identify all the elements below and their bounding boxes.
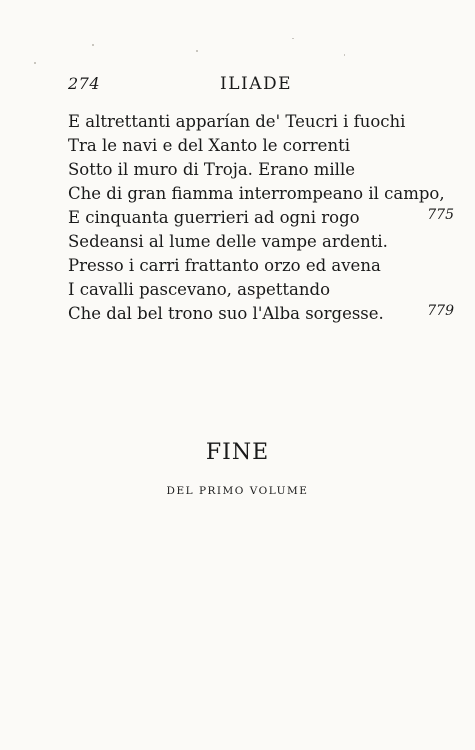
verse-text: Tra le navi e del Xanto le correnti <box>68 136 350 155</box>
verse-text: Presso i carri frattanto orzo ed avena <box>68 256 381 275</box>
verse-text: Sedeansi al lume delle vampe ardenti. <box>68 232 388 251</box>
verse-text: Che dal bel trono suo l'Alba sorgesse. <box>68 304 384 323</box>
paper-speck <box>292 38 294 39</box>
page-number: 274 <box>68 74 101 93</box>
running-head <box>0 74 475 96</box>
verse-line <box>68 278 458 302</box>
verse-line <box>68 182 458 206</box>
verse-line <box>68 302 458 326</box>
fine-heading: FINE <box>205 440 270 465</box>
verse-number: 775 <box>427 207 454 223</box>
volume-colophon: DEL PRIMO VOLUME <box>166 485 309 497</box>
verse-line <box>68 206 458 230</box>
paper-speck <box>92 44 94 46</box>
paper-speck <box>344 54 345 56</box>
verse-line <box>68 134 458 158</box>
verse-number: 779 <box>427 303 454 319</box>
paper-speck <box>196 50 198 52</box>
running-title: ILIADE <box>220 74 293 94</box>
verse-line <box>68 110 458 134</box>
verse-text: E cinquanta guerrieri ad ogni rogo <box>68 208 360 227</box>
verse-line <box>68 158 458 182</box>
verse-text: Che di gran fiamma interrompeano il campo, <box>68 184 445 203</box>
verse-text: Sotto il muro di Troja. Erano mille <box>68 160 355 179</box>
verse-text: I cavalli pascevano, aspettando <box>68 280 331 299</box>
paper-speck <box>34 62 36 64</box>
verse-text: E altrettanti apparían de' Teucri i fuochi <box>68 112 406 131</box>
verse-line <box>68 230 458 254</box>
verse-line <box>68 254 458 278</box>
verse-block <box>68 110 458 326</box>
